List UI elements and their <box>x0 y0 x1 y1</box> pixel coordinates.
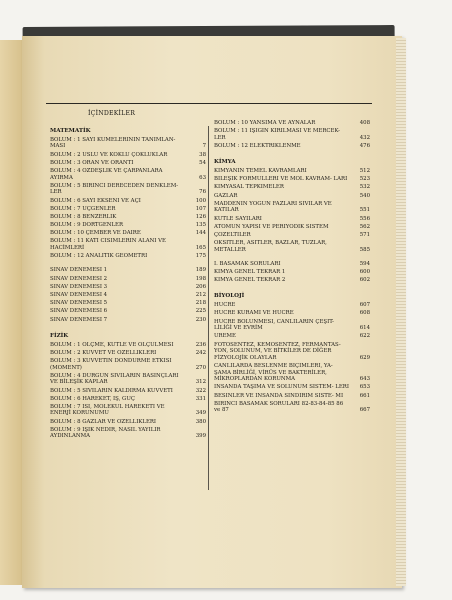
toc-entry-text: BÖLÜM : 9 DÖRTGENLER <box>50 222 124 229</box>
toc-entry <box>50 419 206 426</box>
toc-entry-text: BÖLÜM : 1 ÖLÇME, KÜTLE VE ÖLÇÜLMESİ <box>50 341 174 348</box>
toc-entry-page: 594 <box>359 260 370 267</box>
toc-entry-page: 212 <box>195 292 206 298</box>
toc-entry-page: 54 <box>199 159 206 166</box>
toc-entry <box>50 267 206 274</box>
toc-entry-page: 236 <box>195 341 206 348</box>
toc-entry <box>50 358 206 371</box>
toc-entry-page: 322 <box>195 387 206 394</box>
toc-entry-text: FOTOSENTEZ, KEMOSENTEZ, FERMANTAS- YON, SOLUNUM, VE BİTKİLER DE DİĞER FİZYOLOJİK OLAYLAR <box>214 341 341 361</box>
section-heading: MATEMATİK <box>50 128 91 134</box>
toc-entry-text: BÖLÜM : 7 ÜÇGENLER <box>50 205 116 212</box>
toc-entry-page: 512 <box>359 167 370 174</box>
toc-entry-page: 629 <box>359 354 370 361</box>
left-column <box>50 126 206 442</box>
toc-entry-text: BÖLÜM : 9 IŞIK NEDİR, NASIL YAYILIR AYDINLANMA <box>50 426 161 440</box>
toc-entry <box>50 292 206 299</box>
toc-entry <box>214 342 370 362</box>
toc-entry-text: KİMYA GENEL TEKRAR 1 <box>214 269 286 276</box>
toc-entry <box>50 300 206 307</box>
toc-entry-text: BİLEŞİK FORMÜLLERİ VE MOL KAVRAM- LARI <box>214 176 348 183</box>
toc-entry <box>214 277 370 284</box>
toc-entry-page: 614 <box>359 325 370 332</box>
toc-entry <box>50 214 206 221</box>
page-stack-edge <box>396 38 406 586</box>
toc-entry-text: SINAV DENEMESİ 3 <box>50 283 108 290</box>
toc-entry <box>214 128 370 141</box>
toc-entry-text: KİMYANIN TEMEL KAVRAMLARI <box>214 167 307 174</box>
toc-entry <box>50 276 206 283</box>
toc-entry-page: 126 <box>195 213 206 220</box>
toc-entry-text: BÖLÜM : 12 ANALİTİK GEOMETRİ <box>50 253 148 260</box>
toc-entry-page: 165 <box>195 245 206 252</box>
toc-entry-page: 206 <box>195 283 206 290</box>
toc-entry-page: 225 <box>195 308 206 315</box>
section-heading: KİMYA <box>214 159 236 166</box>
toc-entry-text: BÖLÜM : 11 KATI CİSİMLERİN ALANI VE HACİMLERİ <box>50 238 166 252</box>
toc-entry-page: 476 <box>359 142 370 149</box>
toc-entry <box>50 308 206 315</box>
toc-entry-page: 532 <box>359 184 370 191</box>
toc-entry <box>214 269 370 276</box>
toc-entry-text: HÜCRE BÖLÜNMESİ, CANLILARIN ÇEŞİT- LİLİĞİ VE EVRİM <box>214 318 334 332</box>
toc-entry-page: 562 <box>359 223 370 230</box>
toc-entry-text: I. BASAMAK SORULARI <box>214 260 281 267</box>
toc-entry-text: BÖLÜM : 11 IŞIĞIN KIRILMASI VE MERCEK- LER <box>214 128 340 141</box>
toc-entry-page: 523 <box>359 176 370 183</box>
toc-entry-page: 76 <box>199 189 206 196</box>
toc-entry <box>214 261 370 268</box>
toc-entry-page: 349 <box>195 410 206 417</box>
toc-entry-page: 63 <box>199 174 206 181</box>
toc-entry-page: 408 <box>359 120 370 126</box>
toc-entry <box>214 401 370 414</box>
toc-entry <box>214 319 370 332</box>
toc-entry-text: HÜCRE KURAMI VE HÜCRE <box>214 310 294 317</box>
toc-entry <box>214 201 370 214</box>
toc-entry-text: SINAV DENEMESİ 4 <box>50 292 108 298</box>
toc-entry-page: 380 <box>195 418 206 425</box>
toc-entry-text: ÇÖZELTİLER <box>214 231 251 238</box>
toc-entry-text: BÖLÜM : 8 GAZLAR VE ÖZELLİKLERİ <box>50 418 157 425</box>
toc-entry-page: 270 <box>195 364 206 371</box>
toc-entry <box>214 184 370 191</box>
toc-entry-text: BÖLÜM : 5 BİRİNCİ DERECEDEN DENKLEM- LER <box>50 182 179 196</box>
toc-entry-text: BÖLÜM : 6 HAREKET, İŞ, GÜÇ <box>50 395 136 402</box>
toc-entry-text: BİRİNCİ BASAMAK SORULARI 82-83-84-85 86 ve 87 <box>214 400 344 414</box>
section-gap <box>214 285 370 291</box>
toc-entry <box>50 183 206 196</box>
toc-entry-page: 218 <box>195 300 206 307</box>
toc-entry <box>50 373 206 386</box>
toc-entry <box>50 222 206 229</box>
toc-entry <box>50 160 206 167</box>
toc-entry-text: BÖLÜM : 10 ÇEMBER VE DAİRE <box>50 230 141 237</box>
toc-entry-text: BÖLÜM : 7 ISI, MOLEKÜL HAREKETİ VE ENERJİ KORUNUMU <box>50 403 165 417</box>
toc-entry <box>50 396 206 403</box>
toc-entry-text: BÖLÜM : 4 ÖZDEŞLİK VE ÇARPANLARA AYIRMA <box>50 167 163 181</box>
toc-entry <box>214 393 370 400</box>
toc-entry <box>214 232 370 239</box>
toc-entry <box>50 137 206 150</box>
toc-entry <box>50 404 206 417</box>
toc-entry-text: BÖLÜM : 12 ELEKTRİKLENME <box>214 142 301 149</box>
toc-entry-text: BÖLÜM : 3 ORAN VE ORANTI <box>50 159 134 166</box>
toc-entry-page: 399 <box>195 433 206 440</box>
toc-entry-page: 540 <box>359 192 370 199</box>
toc-entry-page: 312 <box>195 379 206 386</box>
top-rule <box>46 103 372 104</box>
toc-entry-page: 230 <box>195 316 206 323</box>
toc-entry-page: 653 <box>359 384 370 391</box>
toc-entry <box>214 216 370 223</box>
toc-entry-page: 622 <box>359 333 370 340</box>
column-divider <box>208 126 209 490</box>
toc-entry-text: BÖLÜM : 5 SIVILARIN KALDIRMA KUVVETİ <box>50 387 173 394</box>
toc-entry <box>50 206 206 213</box>
toc-entry-page: 667 <box>359 407 370 414</box>
toc-entry-text: KİMYA GENEL TEKRAR 2 <box>214 277 286 284</box>
toc-entry-page: 600 <box>359 269 370 276</box>
section-heading: BİYOLOJİ <box>214 293 245 300</box>
section-gap <box>214 151 370 157</box>
toc-entry <box>214 333 370 340</box>
toc-entry <box>214 120 370 127</box>
toc-entry-text: MADDENİN YOĞUN FAZLARI SIVILAR VE KATILAR <box>214 200 332 214</box>
toc-title: İÇİNDEKİLER <box>88 110 136 117</box>
toc-entry <box>214 302 370 309</box>
toc-entry-text: OKSİTLER, ASİTLER, BAZLAR, TUZLAR, METALLER <box>214 240 327 253</box>
toc-entry-page: 331 <box>195 395 206 402</box>
toc-entry-text: BÖLÜM : 6 SAYI EKSENİ VE AÇI <box>50 197 141 204</box>
toc-entry-page: 432 <box>359 134 370 141</box>
toc-entry <box>50 152 206 159</box>
toc-entry <box>214 224 370 231</box>
toc-entry-text: BÖLÜM : 2 KUVVET VE ÖZELLİKLERİ <box>50 349 157 356</box>
toc-entry <box>214 310 370 317</box>
toc-entry-page: 107 <box>195 205 206 212</box>
toc-entry-text: SINAV DENEMESİ 5 <box>50 300 108 307</box>
toc-entry-text: İNSANDA TAŞIMA VE SOLUNUM SİSTEM- LERİ <box>214 384 349 391</box>
toc-entry-page: 551 <box>359 207 370 214</box>
toc-entry-text: HÜCRE <box>214 302 236 309</box>
toc-entry-page: 607 <box>359 302 370 309</box>
toc-entry-text: SINAV DENEMESİ 6 <box>50 308 108 315</box>
toc-entry <box>50 238 206 251</box>
toc-entry <box>50 317 206 324</box>
toc-entry-page: 643 <box>359 376 370 383</box>
toc-entry-page: 198 <box>195 275 206 282</box>
toc-entry <box>214 143 370 150</box>
toc-entry-text: BÖLÜM : 4 DURGUN SIVILARIN BASINÇLARI VE BİLEŞİK KAPLAR <box>50 372 179 386</box>
toc-entry-page: 608 <box>359 310 370 317</box>
toc-entry-page: 556 <box>359 215 370 222</box>
toc-entry-text: ATOMUN YAPISI VE PERİYODİK SİSTEM <box>214 223 329 230</box>
toc-entry <box>214 363 370 383</box>
toc-entry <box>214 168 370 175</box>
toc-entry-page: 189 <box>195 267 206 274</box>
toc-entry-page: 100 <box>195 197 206 204</box>
toc-entry <box>214 384 370 391</box>
toc-entry <box>50 253 206 260</box>
toc-entry-text: BÖLÜM : 10 YANSIMA VE AYNALAR <box>214 120 316 126</box>
toc-entry <box>50 342 206 349</box>
toc-entry-text: BESİNLER VE İNSANDA SİNDİRİM SİSTE- Mİ <box>214 392 344 399</box>
toc-entry-text: BÖLÜM : 1 SAYI KÜMELERİNİN TANIMLAN- MASI <box>50 136 176 150</box>
toc-entry <box>50 230 206 237</box>
toc-entry-page: 661 <box>359 392 370 399</box>
toc-entry-text: ÜREME <box>214 333 236 340</box>
toc-entry <box>50 198 206 205</box>
toc-entry-text: CANLILARDA BESLENME BİÇİMLERİ, YA- ŞAMA BİRLİĞİ, VİRÜS VE BAKTERİLER, MİKROPLARDAN KORUNMA <box>214 362 333 383</box>
section-gap <box>50 325 206 331</box>
toc-entry-page: 585 <box>359 246 370 253</box>
toc-entry <box>50 168 206 181</box>
toc-entry-page: 38 <box>199 151 206 158</box>
toc-entry-page: 7 <box>202 143 206 150</box>
toc-entry-text: SINAV DENEMESİ 7 <box>50 316 108 323</box>
toc-entry <box>50 427 206 440</box>
toc-entry <box>50 350 206 357</box>
toc-entry-text: SINAV DENEMESİ 1 <box>50 267 108 274</box>
toc-entry-page: 242 <box>195 349 206 356</box>
toc-entry-text: BÖLÜM : 2 ÜSLÜ VE KÖKLÜ ÇOKLUKLAR <box>50 151 168 158</box>
toc-entry-text: GAZLAR <box>214 192 238 199</box>
toc-entry-text: BÖLÜM : 8 BENZERLİK <box>50 213 117 220</box>
toc-entry <box>214 193 370 200</box>
section-heading: FİZİK <box>50 332 69 339</box>
toc-entry-page: 144 <box>195 230 206 237</box>
toc-entry-text: KİMYASAL TEPKİMELER <box>214 184 284 191</box>
toc-entry-page: 602 <box>359 277 370 284</box>
toc-entry <box>214 240 370 253</box>
toc-entry-text: SINAV DENEMESİ 2 <box>50 275 108 282</box>
toc-entry-text: BÖLÜM : 3 KUVVETİN DÖNDÜRME ETKİSİ (MOMENT) <box>50 357 172 371</box>
toc-entry-page: 175 <box>195 253 206 260</box>
toc-entry-page: 571 <box>359 231 370 238</box>
toc-entry <box>214 176 370 183</box>
toc-entry <box>50 388 206 395</box>
toc-entry-page: 135 <box>195 222 206 229</box>
right-column <box>214 120 370 415</box>
toc-entry-text: KÜTLE SAYILARI <box>214 215 262 222</box>
toc-entry <box>50 284 206 291</box>
